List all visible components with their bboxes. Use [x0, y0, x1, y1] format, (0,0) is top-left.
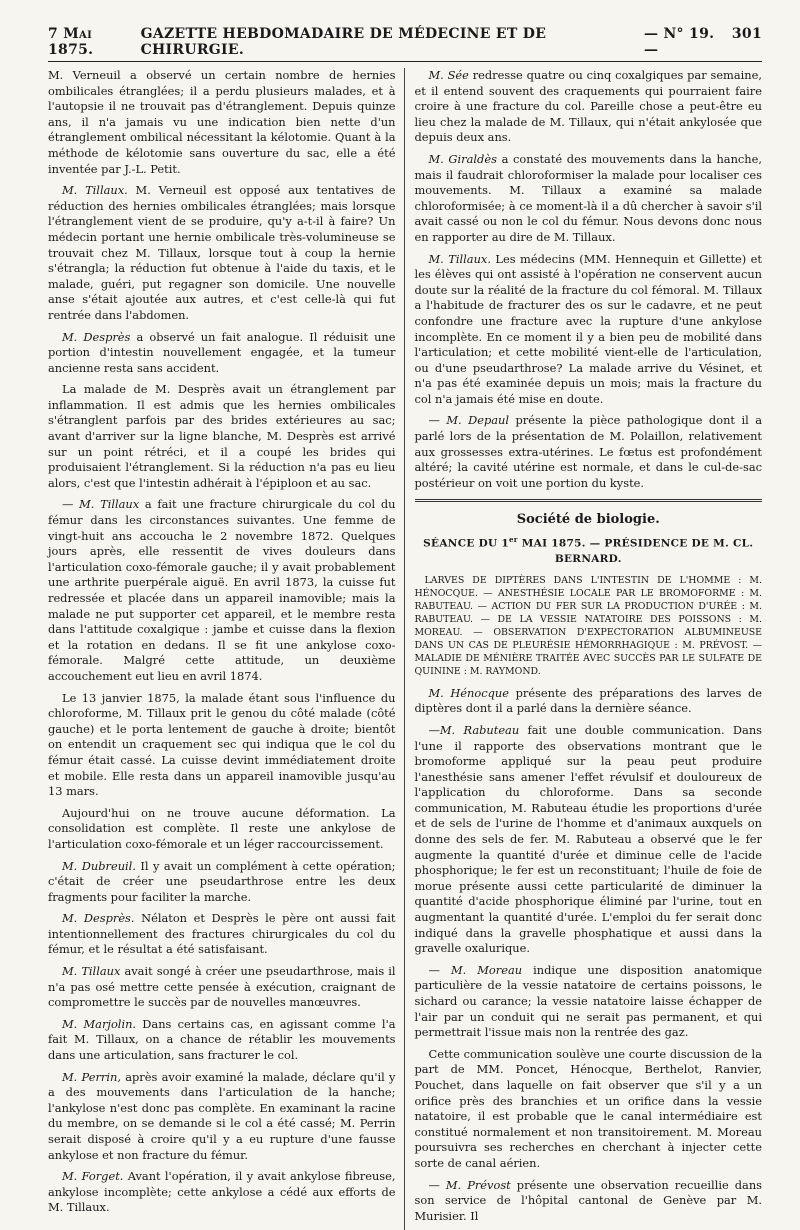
paragraph: M. Forget. Avant l'opération, il y avait ankylose fibreuse, ankylose incomplète; cette ankylose a cédé aux efforts de M. Tillaux.	[48, 1169, 396, 1215]
paragraph: Aujourd'hui on ne trouve aucune déformation. La consolidation est complète. Il reste une ankylose de l'articulation coxo-fémorale et un léger raccourcissement.	[48, 805, 396, 851]
page-header	[48, 26, 762, 62]
session-line: SÉANCE DU 1er MAI 1875. — PRÉSIDENCE DE M. CL. BERNARD.	[423, 535, 754, 566]
paragraph: M. Desprès. Nélaton et Desprès le père ont aussi fait intentionnellement des fractures chirurgicales du col du fémur, et le résultat a été satisfaisant.	[48, 911, 396, 957]
paragraph: M. Tillaux. Les médecins (MM. Hennequin et Gillette) et les élèves qui ont assisté à l'opération ne conservent aucun doute sur la réalité de la fracture du col fémoral. M. Tillaux a l'habitude de fracturer des os sur le cadavre, et ne peut confondre une fracture avec la rupture d'une ankylose incomplète. En ce moment il y a bien peu de mobilité dans l'articulation; et cette mobilité vient-elle de l'articulation, ou d'une pseudarthrose? La malade arrive du Vésinet, et n'a pas été examinée depuis un mois; mais la fracture du col n'a jamais été mise en doute.	[414, 251, 762, 406]
section-title: Société de biologie.	[516, 512, 660, 528]
paragraph: M. Desprès a observé un fait analogue. Il réduisit une portion d'intestin nouvellement engagée, et la tumeur ancienne resta sans accident.	[48, 329, 396, 375]
page-number: 301	[731, 26, 762, 42]
paragraph: M. Verneuil a observé un certain nombre de hernies ombilicales étranglées; il a perdu plusieurs malades, et à l'autopsie il ne trouvait pas d'étranglement. Depuis quinze ans, il n'a jamais vu une indication bien nette d'un étranglement ombilical nécessitant la kélotomie. Quant à la méthode de kélotomie sans ouverture du sac, elle a été inventée par J.-L. Petit.	[48, 68, 396, 176]
paragraph: — M. Prévost présente une observation recueillie dans son service de l'hôpital cantonal de Genève par M. Murisier. Il	[414, 1177, 762, 1223]
paragraph: M. Tillaux. M. Verneuil est opposé aux tentatives de réduction des hernies ombilicales étranglées; mais lorsque l'étranglement vient de se produire, qu'y a-t-il à faire? Un médecin portant une hernie ombilicale très-volumineuse se trouvait chez M. Tillaux, lorsque tout à coup la hernie s'étrangla; la réduction fut obtenue à l'aide du taxis, et le malade, guéri, put regagner son domicile. Une nouvelle anse s'était ajoutée aux autres, et c'est celle-là qui fut rentrée dans l'abdomen.	[48, 183, 396, 322]
paragraph: M. Dubreuil. Il y avait un complément à cette opération; c'était de créer une pseudarthrose entre les deux fragments pour faciliter la marche.	[48, 858, 396, 904]
left-column	[48, 68, 404, 1230]
paragraph: M. Giraldès a constaté des mouvements dans la hanche, mais il faudrait chloroformiser la malade pour localiser ces mouvements. M. Tillaux a examiné sa malade chloroformisée; à ce moment-là il a dû chercher à savoir s'il avait cassé ou non le col du fémur. Nous devons donc nous en rapporter au dire de M. Tillaux.	[414, 151, 762, 244]
paragraph: —M. Rabuteau fait une double communication. Dans l'une il rapporte des observations montrant que le bromoforme appliqué sur la peau peut produire l'anesthésie sans amener l'effet révulsif et douloureux de l'application du chloroforme. Dans sa seconde communication, M. Rabuteau étudie les proportions d'urée et de sels de l'urine de l'homme et d'animaux auxquels on donne des sels de fer. M. Rabuteau a observé que le fer augmente la quantité d'urée et diminue celle de l'acide phosphorique; le fer est un reconstituant; l'huile de foie de morue présente aussi cette particularité de diminuer la quantité d'acide phosphorique éliminé par l'urine, tout en augmentant la quantité d'urée. L'emploi du fer serait donc indiqué dans la gravelle phosphatique et aussi dans la gravelle oxalurique.	[414, 722, 762, 956]
paragraph: Cette communication soulève une courte discussion de la part de MM. Poncet, Hénocque, Berthelot, Ranvier, Pouchet, dans laquelle on fait observer que s'il y a un orifice près des branchies et un orifice dans la vessie natatoire, il est probable que le canal intermédiaire est constitué normalement et non transitoirement. M. Moreau poursuivra ses recherches en cherchant à injecter cette sorte de canal aérien.	[414, 1046, 762, 1170]
right-column	[404, 68, 763, 1230]
paragraph: — M. Depaul présente la pièce pathologique dont il a parlé lors de la présentation de M. Polaillon, relativement aux grossesses extra-utérines. Le fœtus est profondément altéré; la cavité utérine est normale, et dans le cul-de-sac postérieur on voit une portion du kyste.	[414, 413, 762, 490]
issue-number: — N° 19. —	[643, 26, 715, 58]
section-divider	[415, 499, 763, 502]
paragraph: M. Sée redresse quatre ou cinq coxalgiques par semaine, et il entend souvent des craquements qui pourraient faire croire à une fracture du col. Pareille chose a peut-être eu lieu chez la malade de M. Tillaux, qui n'était ankylosée que depuis deux ans.	[414, 68, 762, 145]
paragraph: M. Tillaux avait songé à créer une pseudarthrose, mais il n'a pas osé mettre cette pensée à exécution, craignant de compromettre le succès par de nouvelles manœuvres.	[48, 964, 396, 1010]
issue-date: 7 Mai 1875.	[48, 26, 94, 58]
paragraph: Le 13 janvier 1875, la malade étant sous l'influence du chloroforme, M. Tillaux prit le genou du côté malade (côté gauche) et le porta lentement de gauche à droite; bientôt on entendit un craquement sec qui indiqua que le col du fémur était cassé. La cuisse devint immédiatement droite et mobile. Elle resta dans un appareil inamovible jusqu'au 13 mars.	[48, 690, 396, 799]
paragraph: — M. Tillaux a fait une fracture chirurgicale du col du fémur dans les circonstances suivantes. Une femme de vingt-huit ans accoucha le 2 novembre 1872. Quelques jours après, elle ressentit de vives douleurs dans l'articulation coxo-fémorale gauche; il y avait probablement une arthrite puerpérale aiguë. En avril 1873, la cuisse fut redressée et placée dans un appareil inamovible; mais la malade ne put supporter cet appareil, et le membre resta dans l'attitude coxalgique : jambe et cuisse dans la flexion et la rotation en dedans. Il se fit une ankylose coxo-fémorale. Malgré cette attitude, un deuxième accouchement eut lieu en avril 1874.	[48, 497, 396, 683]
paragraph: M. Marjolin. Dans certains cas, en agissant comme l'a fait M. Tillaux, on a chance de rétablir les mouvements dans une articulation, sans fracturer le col.	[48, 1016, 396, 1063]
paragraph: M. Perrin, après avoir examiné la malade, déclare qu'il y a des mouvements dans l'articulation de la hanche; l'ankylose n'est donc pas complète. En examinant la racine du membre, on se demande si le col a été cassé; M. Perrin serait disposé à croire qu'il y a eu rupture d'une fausse ankylose et non fracture du fémur.	[48, 1069, 396, 1162]
paragraph: — M. Moreau indique une disposition anatomique particulière de la vessie natatoire de certains poissons, le sichard ou carance; la vessie natatoire laisse échapper de l'air par un conduit qui ne serait pas permanent, et qui permettrait l'issue mais non la rentrée des gaz.	[414, 962, 762, 1040]
paragraph: M. Hénocque présente des préparations des larves de diptères dont il a parlé dans la dernière séance.	[414, 685, 762, 716]
columns	[48, 68, 762, 1230]
session-summary: LARVES DE DIPTÈRES DANS L'INTESTIN DE L'HOMME : M. HÉNOCQUE. — ANESTHÉSIE LOCALE PAR LE BROMOFORME : M. RABUTEAU. — ACTION DU FER SUR LA PRODUCTION D'URÉE : M. RABUTEAU. — DE LA VESSIE NATATOIRE DES POISSONS : M. MOREAU. — OBSERVATION D'EXPECTORATION ALBUMINEUSE DANS UN CAS DE PLEURÉSIE HÉMORRHAGIQUE : M. PRÉVOST. — MALADIE DE MÉNIÈRE TRAITÉE AVEC SUCCÈS PAR LE SULFATE DE QUININE : M. RAYMOND.	[414, 574, 762, 677]
paragraph: La malade de M. Desprès avait un étranglement par inflammation. Il est admis que les hernies ombilicales s'étranglent parfois par des brides extérieures au sac; avant d'arriver sur la ligne blanche, M. Desprès est arrivé sur un point rétréci, et il a coupé les brides qui produisaient l'étranglement. Si la réduction n'a pas eu lieu alors, c'est que l'intestin adhérait à l'épiploon et au sac.	[48, 382, 396, 490]
journal-title: GAZETTE HEBDOMADAIRE DE MÉDECINE ET DE CHIRURGIE.	[140, 26, 547, 58]
